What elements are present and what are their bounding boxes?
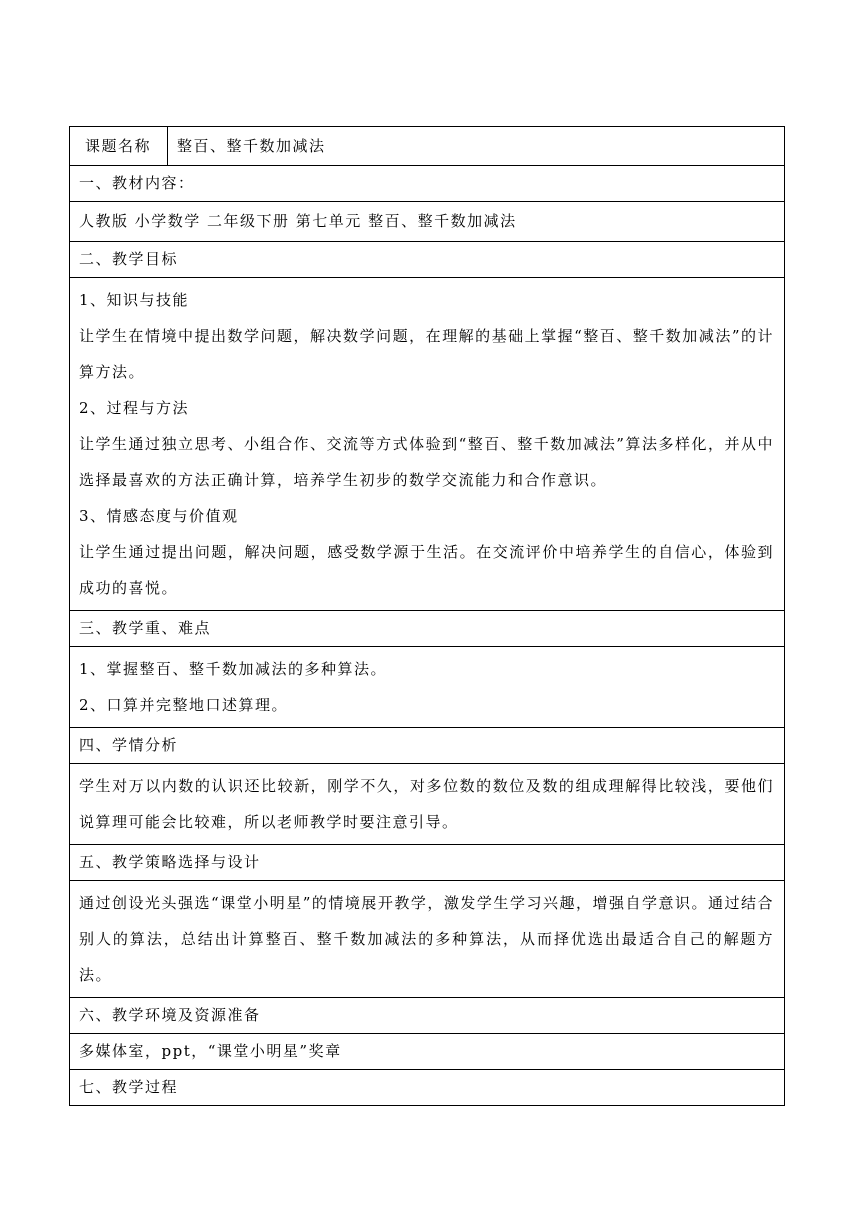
strategy-text: 通过创设光头强选“课堂小明星”的情境展开教学，激发学生学习兴趣，增强自学意识。通过结合别人的算法，总结出计算整百、整千数加减法的多种算法，从而择优选出最适合自己的解题方法。	[79, 894, 774, 984]
strategy-body	[70, 881, 785, 998]
keypoints-body	[70, 647, 785, 728]
lesson-plan-table	[69, 126, 785, 1106]
resources-body-row	[70, 1034, 785, 1070]
resources-heading-row	[70, 998, 785, 1034]
goals-heading: 二、教学目标	[70, 242, 785, 278]
strategy-heading-row	[70, 845, 785, 881]
resources-text: 多媒体室，ppt，“课堂小明星”奖章	[70, 1034, 785, 1070]
goal1-heading: 1、知识与技能	[79, 291, 190, 309]
goals-body	[70, 278, 785, 611]
goal1-text: 让学生在情境中提出数学问题，解决数学问题，在理解的基础上掌握“整百、整千数加减法”的计算方法。	[79, 327, 774, 381]
keypoints-body-row	[70, 647, 785, 728]
keypoints-heading: 三、教学重、难点	[70, 611, 785, 647]
goals-body-row	[70, 278, 785, 611]
analysis-heading-row	[70, 728, 785, 764]
process-heading-row	[70, 1070, 785, 1106]
resources-heading: 六、教学环境及资源准备	[70, 998, 785, 1034]
keypoints-heading-row	[70, 611, 785, 647]
analysis-body-row	[70, 764, 785, 845]
keypoint-2: 2、口算并完整地口述算理。	[79, 696, 289, 714]
course-name-label: 课题名称	[70, 127, 168, 166]
content-heading-row	[70, 166, 785, 202]
goal3-text: 让学生通过提出问题，解决问题，感受数学源于生活。在交流评价中培养学生的自信心，体验到成功的喜悦。	[79, 543, 774, 597]
analysis-body	[70, 764, 785, 845]
content-text-row	[70, 202, 785, 242]
content-text: 人教版 小学数学 二年级下册 第七单元 整百、整千数加减法	[70, 202, 785, 242]
course-name-value: 整百、整千数加减法	[168, 127, 785, 166]
goal2-text: 让学生通过独立思考、小组合作、交流等方式体验到“整百、整千数加减法”算法多样化，并从中选择最喜欢的方法正确计算，培养学生初步的数学交流能力和合作意识。	[79, 435, 774, 489]
goal2-heading: 2、过程与方法	[79, 399, 190, 417]
content-heading: 一、教材内容：	[70, 166, 785, 202]
analysis-text: 学生对万以内数的认识还比较新，刚学不久，对多位数的数位及数的组成理解得比较浅，要他们说算理可能会比较难，所以老师教学时要注意引导。	[79, 777, 774, 831]
strategy-heading: 五、教学策略选择与设计	[70, 845, 785, 881]
process-heading: 七、教学过程	[70, 1070, 785, 1106]
title-row	[70, 127, 785, 166]
strategy-body-row	[70, 881, 785, 998]
goals-heading-row	[70, 242, 785, 278]
keypoint-1: 1、掌握整百、整千数加减法的多种算法。	[79, 660, 388, 678]
analysis-heading: 四、学情分析	[70, 728, 785, 764]
goal3-heading: 3、情感态度与价值观	[79, 507, 239, 525]
